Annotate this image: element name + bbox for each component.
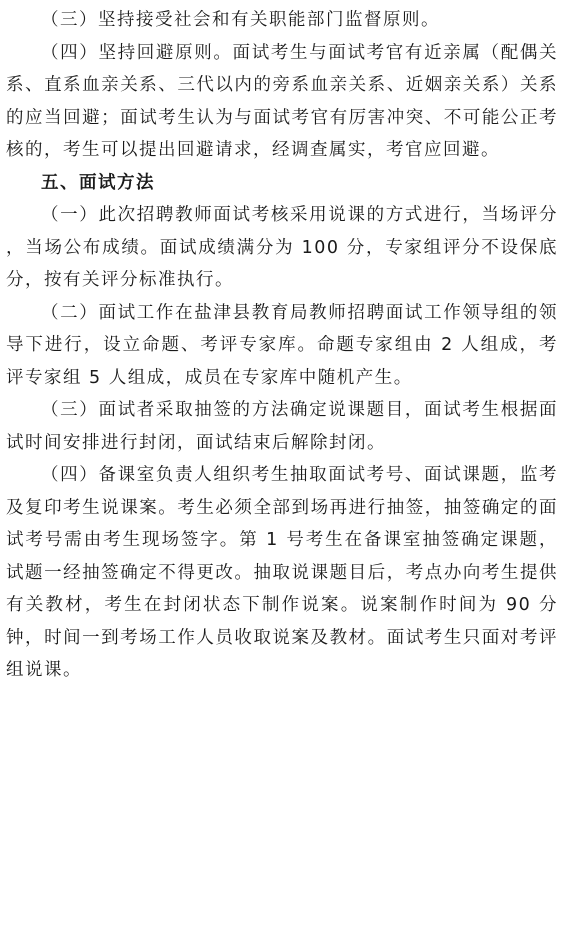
principle-3-paragraph: （三）坚持接受社会和有关职能部门监督原则。 (41, 10, 440, 30)
method-1-paragraph: （一）此次招聘教师面试考核采用说课的方式进行，当场评分，当场公布成绩。面试成绩满分为 100 分，专家组评分不设保底分，按有关评分标准执行。 (6, 205, 558, 290)
method-2-paragraph: （二）面试工作在盐津县教育局教师招聘面试工作领导组的领导下进行，设立命题、考评专家库。命题专家组由 2 人组成，考评专家组 5 人组成，成员在专家库中随机产生。 (6, 302, 558, 388)
section-heading-interview-method: 五、面试方法 (41, 172, 155, 193)
principle-4-paragraph: （四）坚持回避原则。面试考生与面试考官有近亲属（配偶关系、直系血亲关系、三代以内的旁系血亲关系、近姻亲关系）关系的应当回避；面试考生认为与面试考官有厉害冲突、不可能公正考核的，考生可以提出回避请求，经调查属实，考官应回避。 (6, 42, 558, 160)
method-4-paragraph: （四）备课室负责人组织考生抽取面试考号、面试课题，监考及复印考生说课案。考生必须全部到场再进行抽签，抽签确定的面试考号需由考生现场签字。第 1 号考生在备课室抽签确定课题，试题一经抽签确定不得更改。抽取说课题目后，考点办向考生提供有关教材，考生在封闭状态下制作说案。说案制作时间为 90 分钟，时间一到考场工作人员收取说案及教材。面试考生只面对考评组说课。 (6, 465, 558, 680)
method-3-paragraph: （三）面试者采取抽签的方法确定说课题目，面试考生根据面试时间安排进行封闭，面试结束后解除封闭。 (6, 400, 558, 453)
